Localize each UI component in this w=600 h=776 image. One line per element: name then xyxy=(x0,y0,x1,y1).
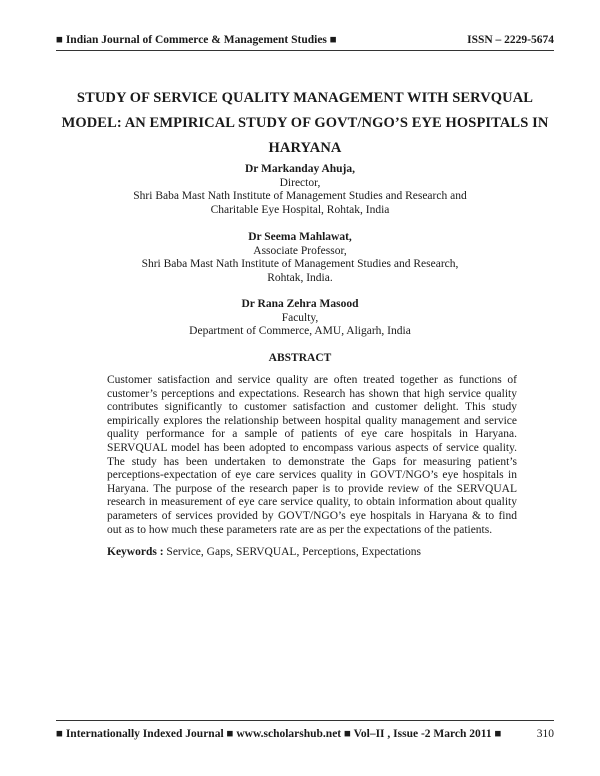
header-divider xyxy=(56,50,554,51)
author-block xyxy=(100,231,500,285)
author-block xyxy=(100,298,500,339)
author-name: Dr Seema Mahlawat, xyxy=(248,231,352,243)
abstract-heading: ABSTRACT xyxy=(268,352,332,364)
author-role: Associate Professor, xyxy=(253,244,347,257)
abstract-text: Customer satisfaction and service quality are often treated together as functions of customer’s perceptions and expectations. Research has shown that high service quality contributes significantly to customer satisfaction and customer delight. This study empirically explores the relationship between hospital quality management and service quality performance for a sample of patients of eye care hospitals in Haryana. SERVQUAL model has been adopted to encompass various aspects of service quality. The study has been undertaken to demonstrate the Gaps for measuring patient’s perceptions-expectation of eye care services quality in GOVT/NGO’s eye hospitals in Haryana. The purpose of the research paper is to provide review of the SERVQUAL research in measurement of eye care service quality, to obtain information about quality parameters of services provided by GOVT/NGO’s eye hospitals in Haryana & to find out as to how much these parameters rate are as per the expectations of the patients. xyxy=(107,374,517,536)
author-affiliation: Shri Baba Mast Nath Institute of Management Studies and Research and xyxy=(133,190,467,202)
keywords-label: Keywords : xyxy=(107,546,164,558)
author-affiliation: Shri Baba Mast Nath Institute of Management Studies and Research, xyxy=(141,258,459,270)
running-footer xyxy=(56,728,554,740)
author-name: Dr Markanday Ahuja, xyxy=(244,163,355,175)
issn: ISSN – 2229-5674 xyxy=(467,34,554,46)
keywords-text: Service, Gaps, SERVQUAL, Perceptions, Expectations xyxy=(166,546,422,558)
footer-text: ■ Internationally Indexed Journal ■ www.scholarshub.net ■ Vol–II , Issue -2 March 2011 ■ xyxy=(56,728,502,740)
author-role: Faculty, xyxy=(281,311,319,324)
journal-name: ■ Indian Journal of Commerce & Management Studies ■ xyxy=(56,34,337,46)
footer-divider xyxy=(56,720,554,721)
keywords-line xyxy=(107,546,517,558)
author-name: Dr Rana Zehra Masood xyxy=(241,298,359,310)
page-number: 310 xyxy=(536,728,554,740)
author-affiliation: Department of Commerce, AMU, Aligarh, India xyxy=(189,325,411,337)
author-affiliation: Rohtak, India. xyxy=(267,271,333,284)
author-role: Director, xyxy=(279,176,321,189)
paper-title: STUDY OF SERVICE QUALITY MANAGEMENT WITH SERVQUAL MODEL: AN EMPIRICAL STUDY OF GOVT/NGO’S EYE HOSPITALS IN HARYANA xyxy=(61,90,549,156)
author-block xyxy=(100,163,500,217)
author-affiliation: Charitable Eye Hospital, Rohtak, India xyxy=(210,203,390,216)
